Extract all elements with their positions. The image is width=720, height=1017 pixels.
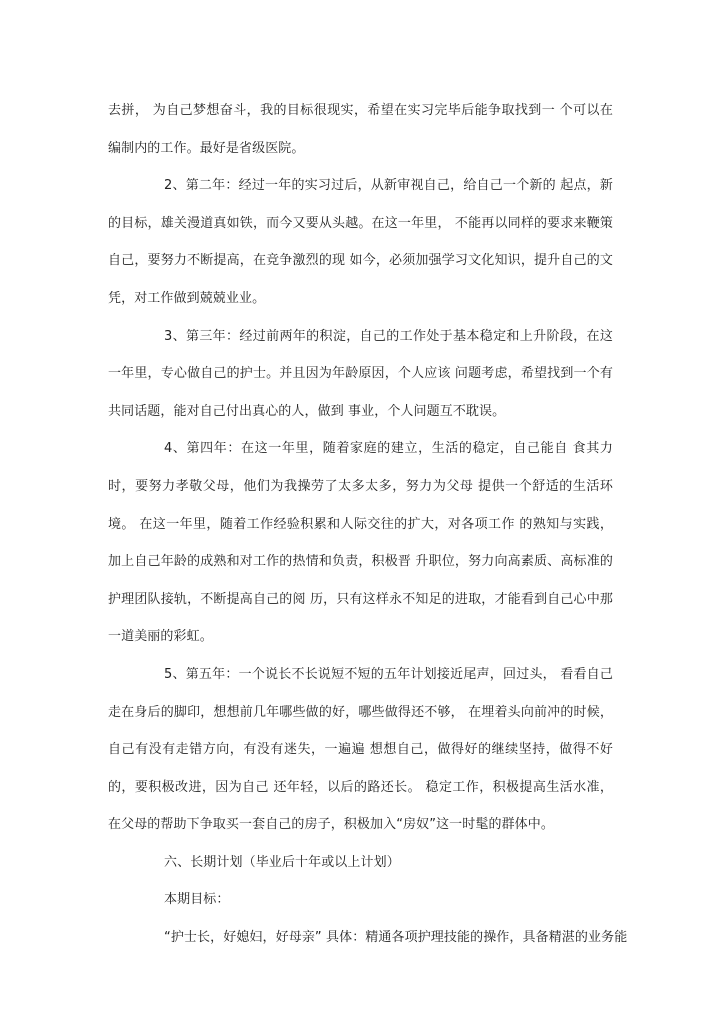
label-current-goal: 本期目标： (164, 892, 230, 908)
paragraph-goal-details: “护士长，好媳妇，好母亲” 具体：精通各项护理技能的操作，具备精湛的业务能 (164, 930, 628, 946)
paragraph-year-two: 2、第二年：经过一年的实习过后，从新审视自己，给自己一个新的 起点，新的目标，雄关漫道真如铁，而今又要从头越。在这一年里， 不能再以同样的要求来鞭策自己，要努力不断提高，在竞争激烈的现 如今，必须加强学习文化知识，提升自己的文凭，对工作做到兢兢业业。 (108, 178, 613, 306)
document-page (108, 92, 628, 957)
paragraph-year-five: 5、第五年：一个说长不长说短不短的五年计划接近尾声，回过头， 看看自己走在身后的脚印，想想前几年哪些做的好，哪些做得还不够， 在埋着头向前冲的时候，自己有没有走错方向，有没有迷失，一遍遍 想想自己，做得好的继续坚持，做得不好的，要积极改进，因为自己 还年轻，以后的路还长。 稳定工作，积极提高生活水准，在父母的帮助下争取买一套自己的房子，积极加入“房奴”这一时髦的群体中。 (108, 666, 613, 833)
paragraph-year-three: 3、第三年：经过前两年的积淀，自己的工作处于基本稳定和上升阶段，在这一年里，专心做自己的护士。并且因为年龄原因，个人应该 问题考虑，希望找到一个有共同话题，能对自己付出真心的人，做到 事业，个人问题互不耽误。 (108, 328, 613, 419)
paragraph-continuation: 去拼， 为自己梦想奋斗，我的目标很现实，希望在实习完毕后能争取找到一 个可以在编制内的工作。最好是省级医院。 (108, 103, 613, 156)
paragraph-year-four: 4、第四年：在这一年里，随着家庭的建立，生活的稳定，自己能自 食其力时，要努力孝敬父母，他们为我操劳了太多太多，努力为父母 提供一个舒适的生活环境。 在这一年里，随着工作经验积累和人际交往的扩大，对各项工作 的熟知与实践，加上自己年龄的成熟和对工作的热情和负责，积极晋 升职位，努力向高素质、高标准的护理团队接轨，不断提高自己的阅 历，只有这样永不知足的进取，才能看到自己心中那一道美丽的彩虹。 (108, 441, 613, 645)
section-heading-long-term-plan: 六、长期计划（毕业后十年或以上计划） (164, 854, 400, 870)
